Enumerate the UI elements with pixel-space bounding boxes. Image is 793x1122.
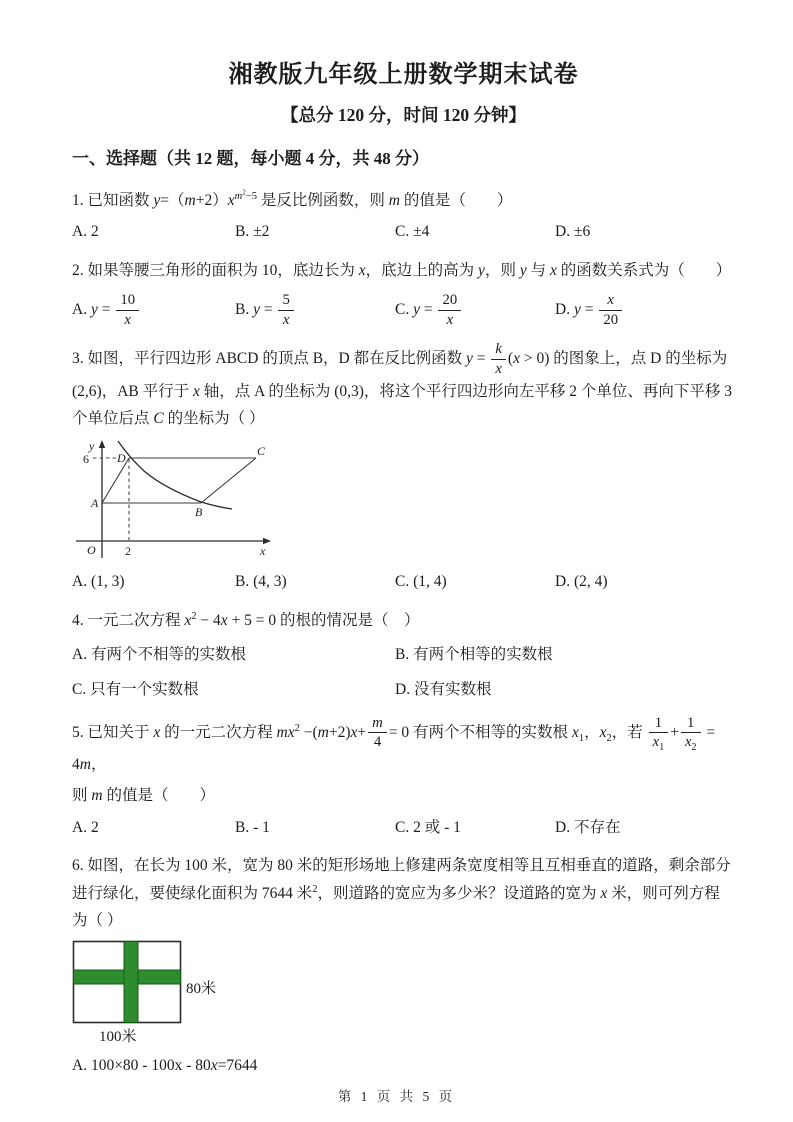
question-4 [72,607,735,703]
option-b: B. y = $\frac{5}{x}$ [235,292,395,329]
point-d-label: D [117,450,126,465]
point-a-label: A [91,495,99,510]
question-1 [72,187,735,245]
question-6-stem: 6. 如图，在长为 100 米，宽为 80 米的矩形场地上修建两条宽度相等且互相垂直的道路，剩余部分进行绿化，要使绿化面积为 7644 米$^2$，则道路的宽应为多少米？设道路的宽为 x 米，则可列方程为（ ） [72,857,731,929]
x-axis-label: x [260,543,266,558]
question-1-stem: 1. 已知函数 $y=(m+2)x^{m^2-5}$ 是反比例函数，则 m 的值是（ ） [72,188,513,209]
y-tick-6: 6 [83,451,89,466]
option-c: C. ±4 [395,223,430,241]
page-title: 湘教版九年级上册数学期末试卷 [228,62,579,88]
coordinate-graph [72,438,276,562]
option-c: C. (1, 4) [395,572,447,590]
question-1-options [72,220,735,245]
vertical-road [124,941,138,1022]
option-a: A. 100×80 - 100x - 80x=7644 [72,1056,258,1074]
x-tick-2: 2 [125,543,131,558]
question-5-stem: 5. 已知关于 x 的一元二次方程 $mx^2 -(m+2)x+$ $\frac{m}{4}$ = 0 有两个不相等的实数根 $x_1$，$x_2$，若 $\frac{1}{x_1}$ + $\frac{1}{x_2}$ = 4m， [72,714,716,774]
option-b: B. (4, 3) [235,572,287,590]
question-5-stem-line2: 则 m 的值是（ ） [72,787,215,805]
question-6-figure [72,940,735,1048]
question-5 [72,715,735,841]
option-a: A. 2 [72,818,99,836]
question-3 [72,341,735,595]
option-d: D. 不存在 [555,818,621,836]
question-6 [72,852,735,1078]
question-3-figure [72,438,735,562]
field-diagram [72,940,290,1048]
option-c: C. 2 或 - 1 [395,818,461,836]
origin-label: O [87,542,96,557]
option-a: A. y = $\frac{10}{x}$ [72,292,235,329]
option-b: B. - 1 [235,818,270,836]
point-c-label: C [257,443,266,458]
option-d: D. ±6 [555,223,591,241]
question-4-options [72,643,735,703]
option-a: A. (1, 3) [72,572,125,590]
option-b: B. ±2 [235,223,270,241]
question-4-stem: 4. 一元二次方程 $x^2 - 4x + 5 = 0$ 的根的情况是（ ） [72,610,420,629]
section-heading: 一、选择题（共 12 题，每小题 4 分，共 48 分） [72,149,429,168]
question-3-options [72,570,735,595]
page-number: 第 1 页 共 5 页 [337,1089,456,1104]
hyperbola-curve [118,441,232,509]
y-axis-label: y [89,438,95,453]
question-3-stem: 3. 如图，平行四边形 ABCD 的顶点 B，D 都在反比例函数 y = $\frac{k}{x}$ (x > 0) 的图象上，点 D 的坐标为 (2,6)，AB 平行于 x 轴，点 A 的坐标为 (0,3)，将这个平行四边形向左平移 2 个单位、再向下平移 3 个单位后点 C 的坐标为（ ） [72,340,733,427]
option-a: A. 有两个不相等的实数根 [72,645,246,663]
field-height-label: 80米 [186,980,217,997]
option-d: D. (2, 4) [555,572,608,590]
option-c: C. 只有一个实数根 [72,680,199,698]
question-2 [72,257,735,329]
y-axis-arrow-icon [99,440,105,448]
option-a: A. 2 [72,223,99,241]
option-d: D. y = $\frac{x}{20}$ [555,292,735,329]
question-5-options [72,816,735,841]
field-width-label: 100米 [99,1028,137,1045]
page-subtitle: 【总分 120 分，时间 120 分钟】 [281,105,526,125]
option-b: B. 有两个相等的实数根 [395,645,553,663]
point-b-label: B [195,504,203,519]
option-c: C. y = $\frac{20}{x}$ [395,292,555,329]
option-d: D. 没有实数根 [395,680,492,698]
question-2-options [72,292,735,329]
question-6-options [72,1054,735,1079]
question-2-stem: 2. 如果等腰三角形的面积为 10，底边长为 x，底边上的高为 y，则 y 与 x 的函数关系式为（ ） [72,261,732,279]
